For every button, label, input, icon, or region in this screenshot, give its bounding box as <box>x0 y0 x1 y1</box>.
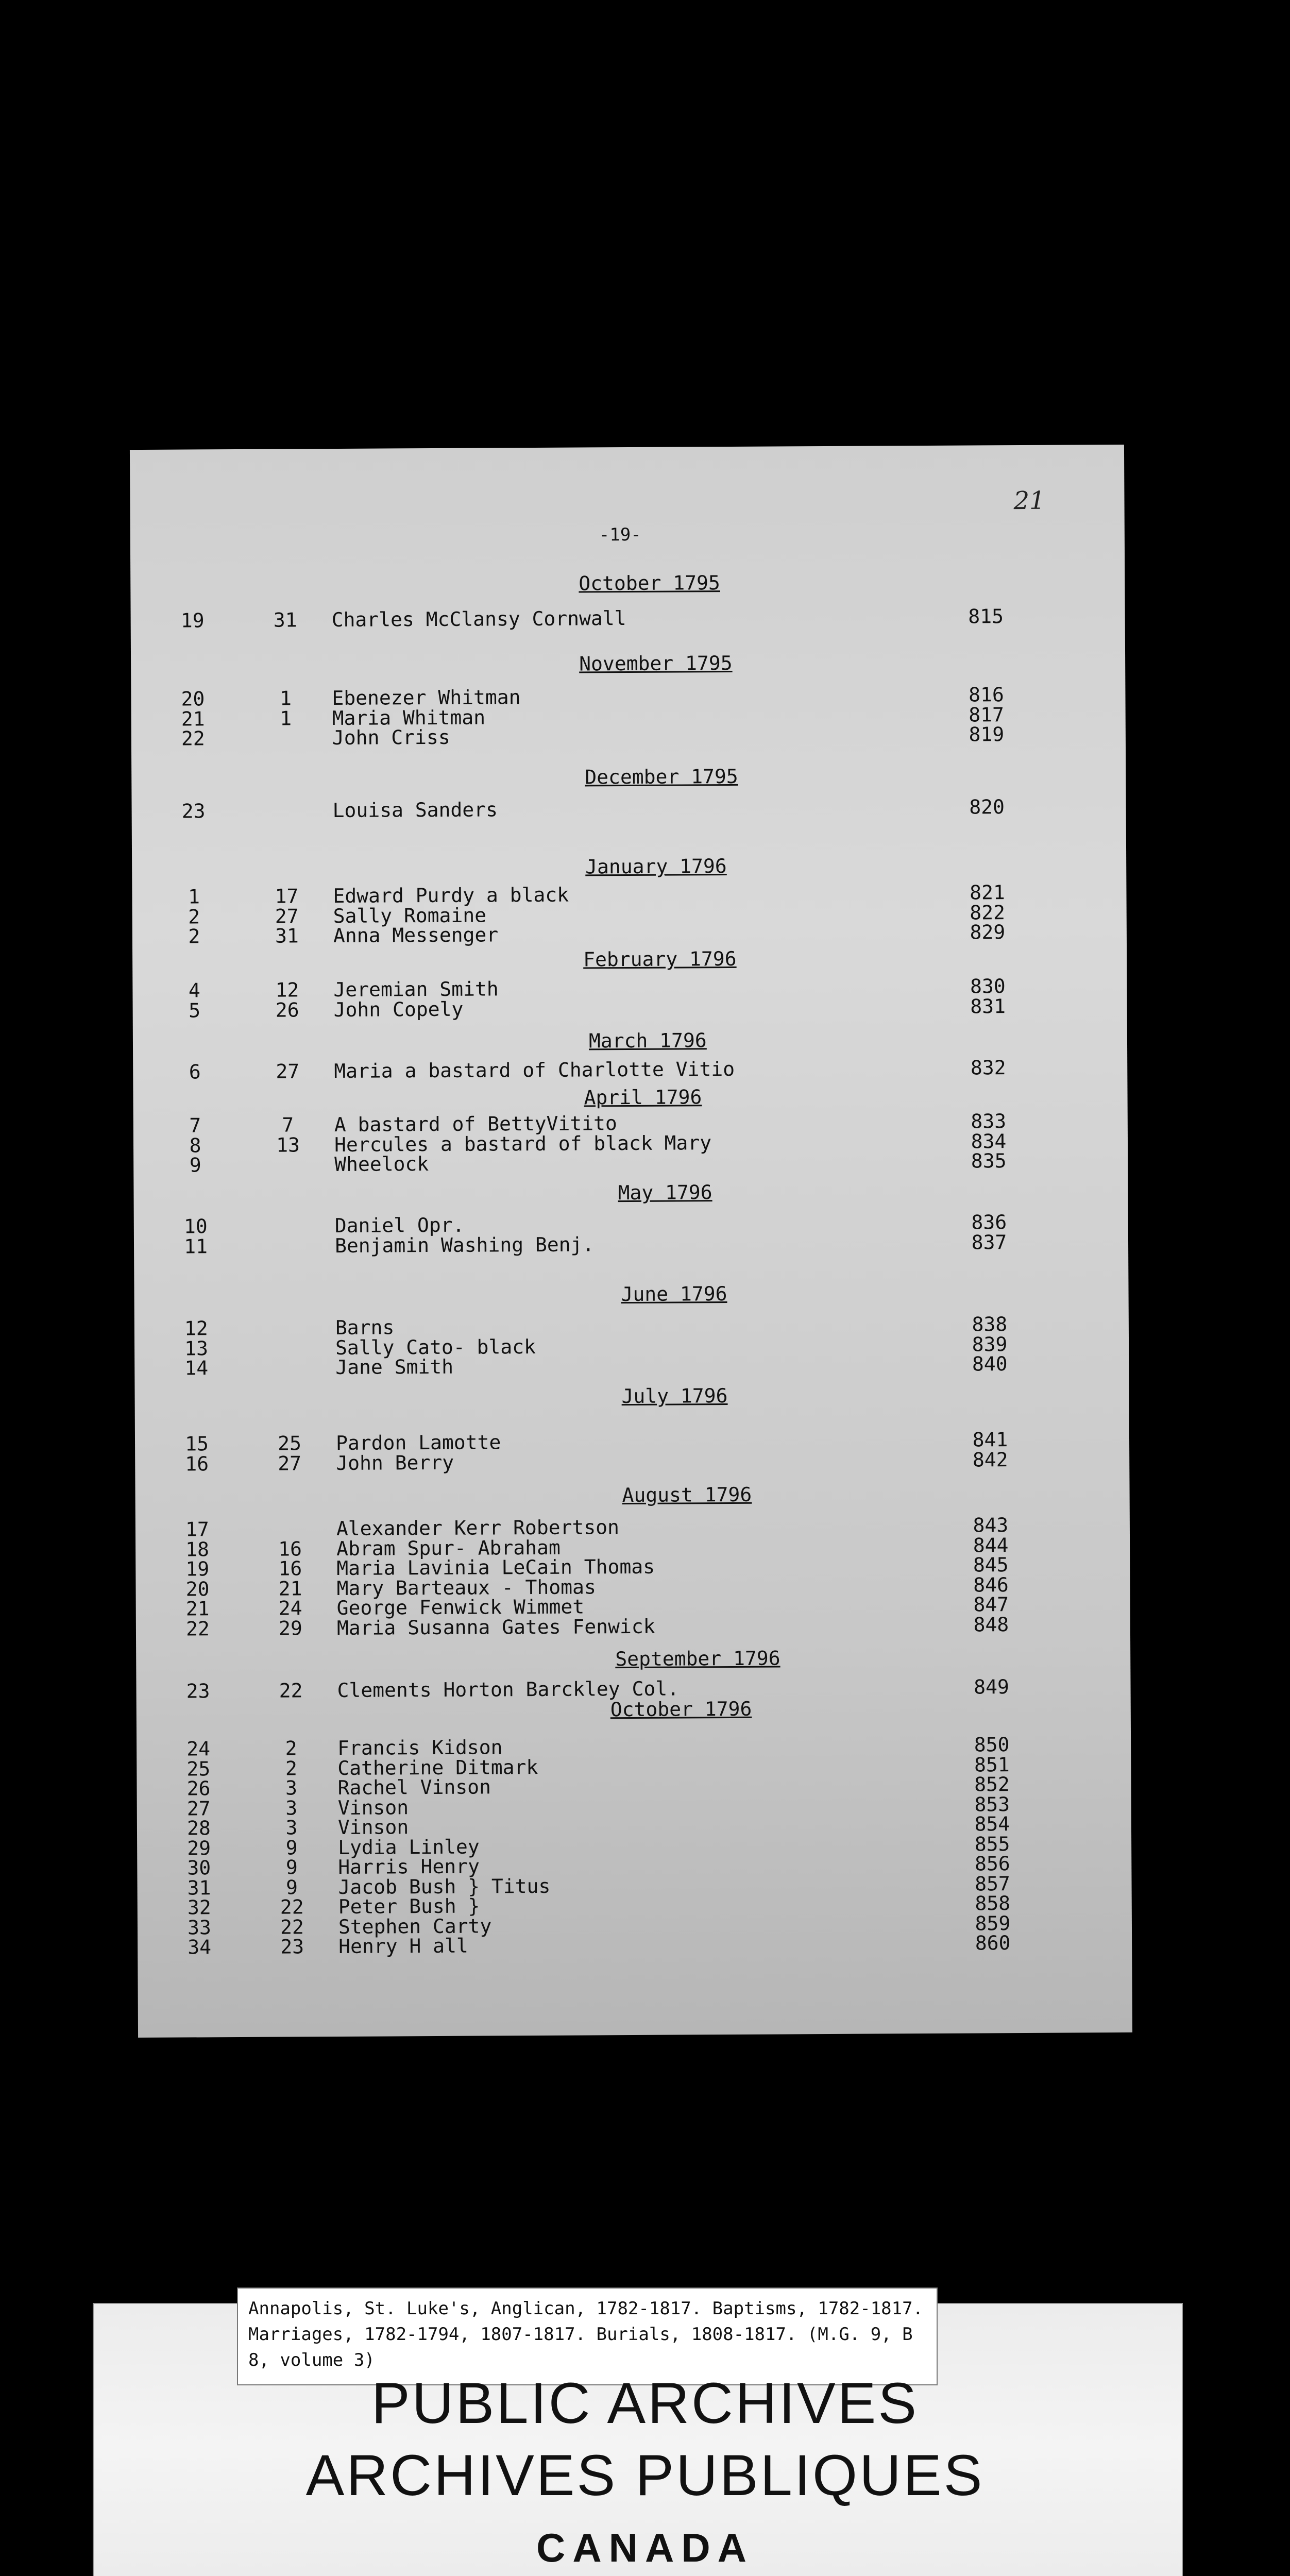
day: 22 <box>279 1679 303 1702</box>
entry-number: 21 <box>181 707 205 731</box>
day: 31 <box>273 608 297 632</box>
name: Francis Kidson <box>337 1736 503 1759</box>
register-row <box>167 1613 1094 1638</box>
name: Jeremian Smith <box>333 977 499 1002</box>
register-number: 841 <box>972 1428 1008 1451</box>
day: 9 <box>285 1836 298 1859</box>
archive-country: CANADA <box>536 2525 754 2570</box>
day: 1 <box>279 687 292 710</box>
microfilm-label: Annapolis, St. Luke's, Anglican, 1782-1817. Baptisms, 1782-1817. Marriages, 1782-1794, 1807-1817. Burials, 1808-1817. (M.G. 9, B 8, volume 3) <box>237 2287 938 2385</box>
page-number: -19- <box>599 524 641 546</box>
day: 2 <box>285 1737 297 1760</box>
register-number: 816 <box>969 683 1004 706</box>
day: 7 <box>282 1113 294 1137</box>
register-number: 840 <box>972 1352 1008 1376</box>
day: 31 <box>275 924 299 947</box>
name: John Berry <box>336 1451 454 1475</box>
register-row <box>165 1352 1093 1380</box>
register-number: 856 <box>974 1852 1010 1875</box>
register-number: 843 <box>973 1514 1009 1537</box>
month-heading: June 1796 <box>621 1282 727 1306</box>
register-number: 848 <box>973 1613 1009 1636</box>
name: Pardon Lamotte <box>335 1431 501 1455</box>
register-number: 830 <box>970 975 1006 998</box>
name: Hercules a bastard of black Mary <box>334 1131 712 1156</box>
name: Alexander Kerr Robertson <box>336 1516 620 1540</box>
register-number: 837 <box>971 1230 1007 1254</box>
entry-number: 26 <box>186 1777 211 1800</box>
entry-number: 31 <box>187 1876 211 1900</box>
register-number: 820 <box>969 795 1005 819</box>
day: 22 <box>280 1915 304 1939</box>
name: Vinson <box>337 1816 409 1839</box>
name: Sally Romaine <box>333 903 487 927</box>
day: 27 <box>276 1060 300 1083</box>
entry-number: 32 <box>187 1896 211 1919</box>
entry-number: 17 <box>185 1518 209 1541</box>
entry-number: 27 <box>186 1797 211 1820</box>
name: Mary Barteaux - Thomas <box>336 1575 596 1600</box>
register-row <box>163 795 1090 823</box>
month-heading: April 1796 <box>584 1086 702 1109</box>
day <box>257 1153 319 1154</box>
name: Charles McClansy Cornwall <box>331 607 626 632</box>
register-number: 838 <box>972 1313 1008 1336</box>
day <box>256 799 317 800</box>
name: Wheelock <box>334 1153 429 1176</box>
register-row <box>162 604 1089 630</box>
month-heading: March 1796 <box>588 1029 707 1053</box>
name: Maria Whitman <box>332 705 486 730</box>
month-heading: February 1796 <box>583 947 737 971</box>
name: Barns <box>335 1316 395 1340</box>
entry-number: 23 <box>186 1680 210 1703</box>
day <box>259 1517 321 1518</box>
name: George Fenwick Wimmet <box>336 1595 585 1620</box>
register-number: 850 <box>974 1733 1010 1756</box>
entry-number: 7 <box>189 1114 201 1137</box>
entry-number: 23 <box>181 800 206 823</box>
register-number: 835 <box>971 1149 1007 1173</box>
day: 13 <box>276 1133 300 1157</box>
month-heading: September 1796 <box>615 1647 780 1671</box>
entry-number: 14 <box>184 1357 209 1380</box>
register-number: 821 <box>970 881 1005 904</box>
register-row <box>166 1448 1093 1476</box>
entry-number: 20 <box>181 687 205 710</box>
register-number: 831 <box>970 994 1006 1018</box>
day: 12 <box>275 978 299 1002</box>
day: 9 <box>285 1875 298 1899</box>
name: Henry H all <box>338 1934 468 1958</box>
register-number: 836 <box>971 1211 1007 1234</box>
day: 24 <box>278 1597 302 1620</box>
entry-number: 29 <box>187 1836 211 1860</box>
entry-number: 1 <box>188 885 200 908</box>
month-heading: October 1795 <box>579 571 720 595</box>
register-number: 847 <box>973 1593 1009 1616</box>
register-number: 849 <box>974 1675 1009 1699</box>
register-number: 832 <box>970 1056 1006 1079</box>
entry-number: 18 <box>185 1537 210 1561</box>
name: Stephen Carty <box>338 1914 492 1938</box>
name: Ebenezer Whitman <box>332 686 521 710</box>
register-number: 815 <box>968 605 1004 628</box>
register-entries <box>130 445 1124 1959</box>
register-row <box>167 1675 1094 1703</box>
day: 1 <box>280 706 292 730</box>
entry-number: 21 <box>185 1597 210 1620</box>
month-heading: August 1796 <box>622 1483 752 1507</box>
name: Jacob Bush } Titus <box>338 1874 551 1899</box>
entry-number: 24 <box>186 1737 211 1760</box>
name: Abram Spur- Abraham <box>336 1536 561 1560</box>
register-row <box>163 920 1091 948</box>
entry-number: 10 <box>183 1215 208 1238</box>
register-number: 853 <box>974 1792 1010 1816</box>
day: 17 <box>275 885 299 908</box>
register-number: 852 <box>974 1773 1010 1796</box>
day: 9 <box>285 1856 298 1879</box>
day: 3 <box>285 1776 298 1800</box>
day <box>258 1214 319 1215</box>
register-number: 854 <box>974 1812 1010 1836</box>
register-number: 822 <box>970 901 1006 924</box>
name: Rachel Vinson <box>337 1775 491 1799</box>
entry-number: 22 <box>185 1617 210 1640</box>
day: 26 <box>275 998 299 1022</box>
name: Louisa Sanders <box>332 798 498 822</box>
register-row <box>162 722 1090 748</box>
day: 21 <box>278 1577 302 1600</box>
day: 27 <box>275 904 299 928</box>
entry-number: 34 <box>188 1936 212 1959</box>
entry-number: 13 <box>184 1336 209 1360</box>
entry-number: 33 <box>187 1916 211 1939</box>
register-number: 846 <box>973 1573 1009 1597</box>
entry-number: 25 <box>186 1757 211 1781</box>
register-number: 845 <box>973 1553 1009 1577</box>
register-number: 842 <box>972 1448 1008 1471</box>
day: 16 <box>278 1537 302 1561</box>
name: John Copely <box>333 997 464 1021</box>
name: Anna Messenger <box>333 923 499 947</box>
day <box>258 1316 320 1317</box>
register-number: 819 <box>969 723 1005 746</box>
name: John Criss <box>332 725 450 750</box>
day: 22 <box>280 1895 304 1919</box>
archive-title-en: PUBLIC ARCHIVES <box>371 2371 919 2435</box>
entry-number: 19 <box>180 609 205 632</box>
register-number: 833 <box>971 1110 1007 1133</box>
name: Harris Henry <box>338 1855 480 1878</box>
day: 2 <box>285 1756 297 1780</box>
day <box>258 1356 320 1357</box>
name: Lydia Linley <box>338 1835 480 1859</box>
entry-number: 16 <box>185 1452 209 1476</box>
month-heading: January 1796 <box>585 855 727 878</box>
entry-number: 19 <box>185 1557 210 1581</box>
entry-number: 2 <box>188 925 200 948</box>
register-number: 858 <box>975 1892 1011 1915</box>
register-number: 834 <box>971 1129 1007 1153</box>
entry-number: 5 <box>189 998 201 1022</box>
day: 25 <box>278 1432 302 1455</box>
day <box>258 1336 320 1337</box>
entry-number: 30 <box>187 1856 211 1879</box>
day <box>258 1234 319 1235</box>
name: Daniel Opr. <box>334 1213 465 1238</box>
name: Sally Cato- black <box>335 1335 536 1359</box>
register-number: 860 <box>975 1931 1011 1955</box>
register-row <box>168 1931 1096 1959</box>
entry-number: 9 <box>189 1154 201 1177</box>
name: Maria Susanna Gates Fenwick <box>336 1615 655 1639</box>
register-number: 855 <box>974 1832 1010 1856</box>
month-heading: October 1796 <box>610 1697 752 1721</box>
name: Vinson <box>337 1795 409 1819</box>
day: 29 <box>278 1616 302 1640</box>
register-number: 839 <box>972 1332 1008 1356</box>
entry-number: 6 <box>189 1060 201 1083</box>
entry-number: 15 <box>185 1432 209 1455</box>
register-number: 851 <box>974 1753 1010 1776</box>
day: 3 <box>285 1796 298 1820</box>
month-heading: July 1796 <box>621 1384 728 1408</box>
entry-number: 4 <box>188 979 200 1002</box>
register-number: 859 <box>975 1911 1011 1935</box>
name: Peter Bush } <box>338 1894 480 1918</box>
name: Maria Lavinia LeCain Thomas <box>336 1555 655 1580</box>
corner-mark: 21 <box>1013 486 1045 516</box>
day: 23 <box>280 1935 304 1958</box>
entry-number: 12 <box>184 1317 208 1340</box>
register-row <box>164 994 1091 1020</box>
day: 27 <box>278 1451 302 1475</box>
register-number: 817 <box>969 703 1005 726</box>
day: 3 <box>285 1816 298 1839</box>
name: Maria a bastard of Charlotte Vitio <box>334 1057 735 1083</box>
register-page <box>130 445 1132 2038</box>
name: Clements Horton Barckley Col. <box>337 1677 680 1702</box>
entry-number: 11 <box>184 1234 208 1258</box>
register-number: 857 <box>975 1872 1010 1895</box>
register-row <box>164 1149 1092 1177</box>
name: Jane Smith <box>335 1355 454 1379</box>
name: Benjamin Washing Benj. <box>334 1232 595 1257</box>
month-heading: December 1795 <box>585 765 738 789</box>
day <box>255 726 317 727</box>
month-heading: May 1796 <box>618 1181 712 1205</box>
register-number: 829 <box>970 921 1006 944</box>
entry-number: 20 <box>185 1577 210 1601</box>
name: A bastard of BettyVitito <box>334 1112 617 1137</box>
entry-number: 28 <box>186 1817 211 1840</box>
entry-number: 8 <box>189 1133 201 1157</box>
register-row <box>165 1230 1092 1256</box>
register-number: 844 <box>973 1533 1009 1557</box>
entry-number: 22 <box>181 727 205 750</box>
day: 16 <box>278 1557 302 1580</box>
register-row <box>164 1056 1091 1081</box>
name: Catherine Ditmark <box>337 1755 538 1780</box>
entry-number: 2 <box>188 905 200 928</box>
month-heading: November 1795 <box>579 651 733 675</box>
archive-title-fr: ARCHIVES PUBLIQUES <box>305 2443 985 2507</box>
name: Edward Purdy a black <box>333 883 569 908</box>
